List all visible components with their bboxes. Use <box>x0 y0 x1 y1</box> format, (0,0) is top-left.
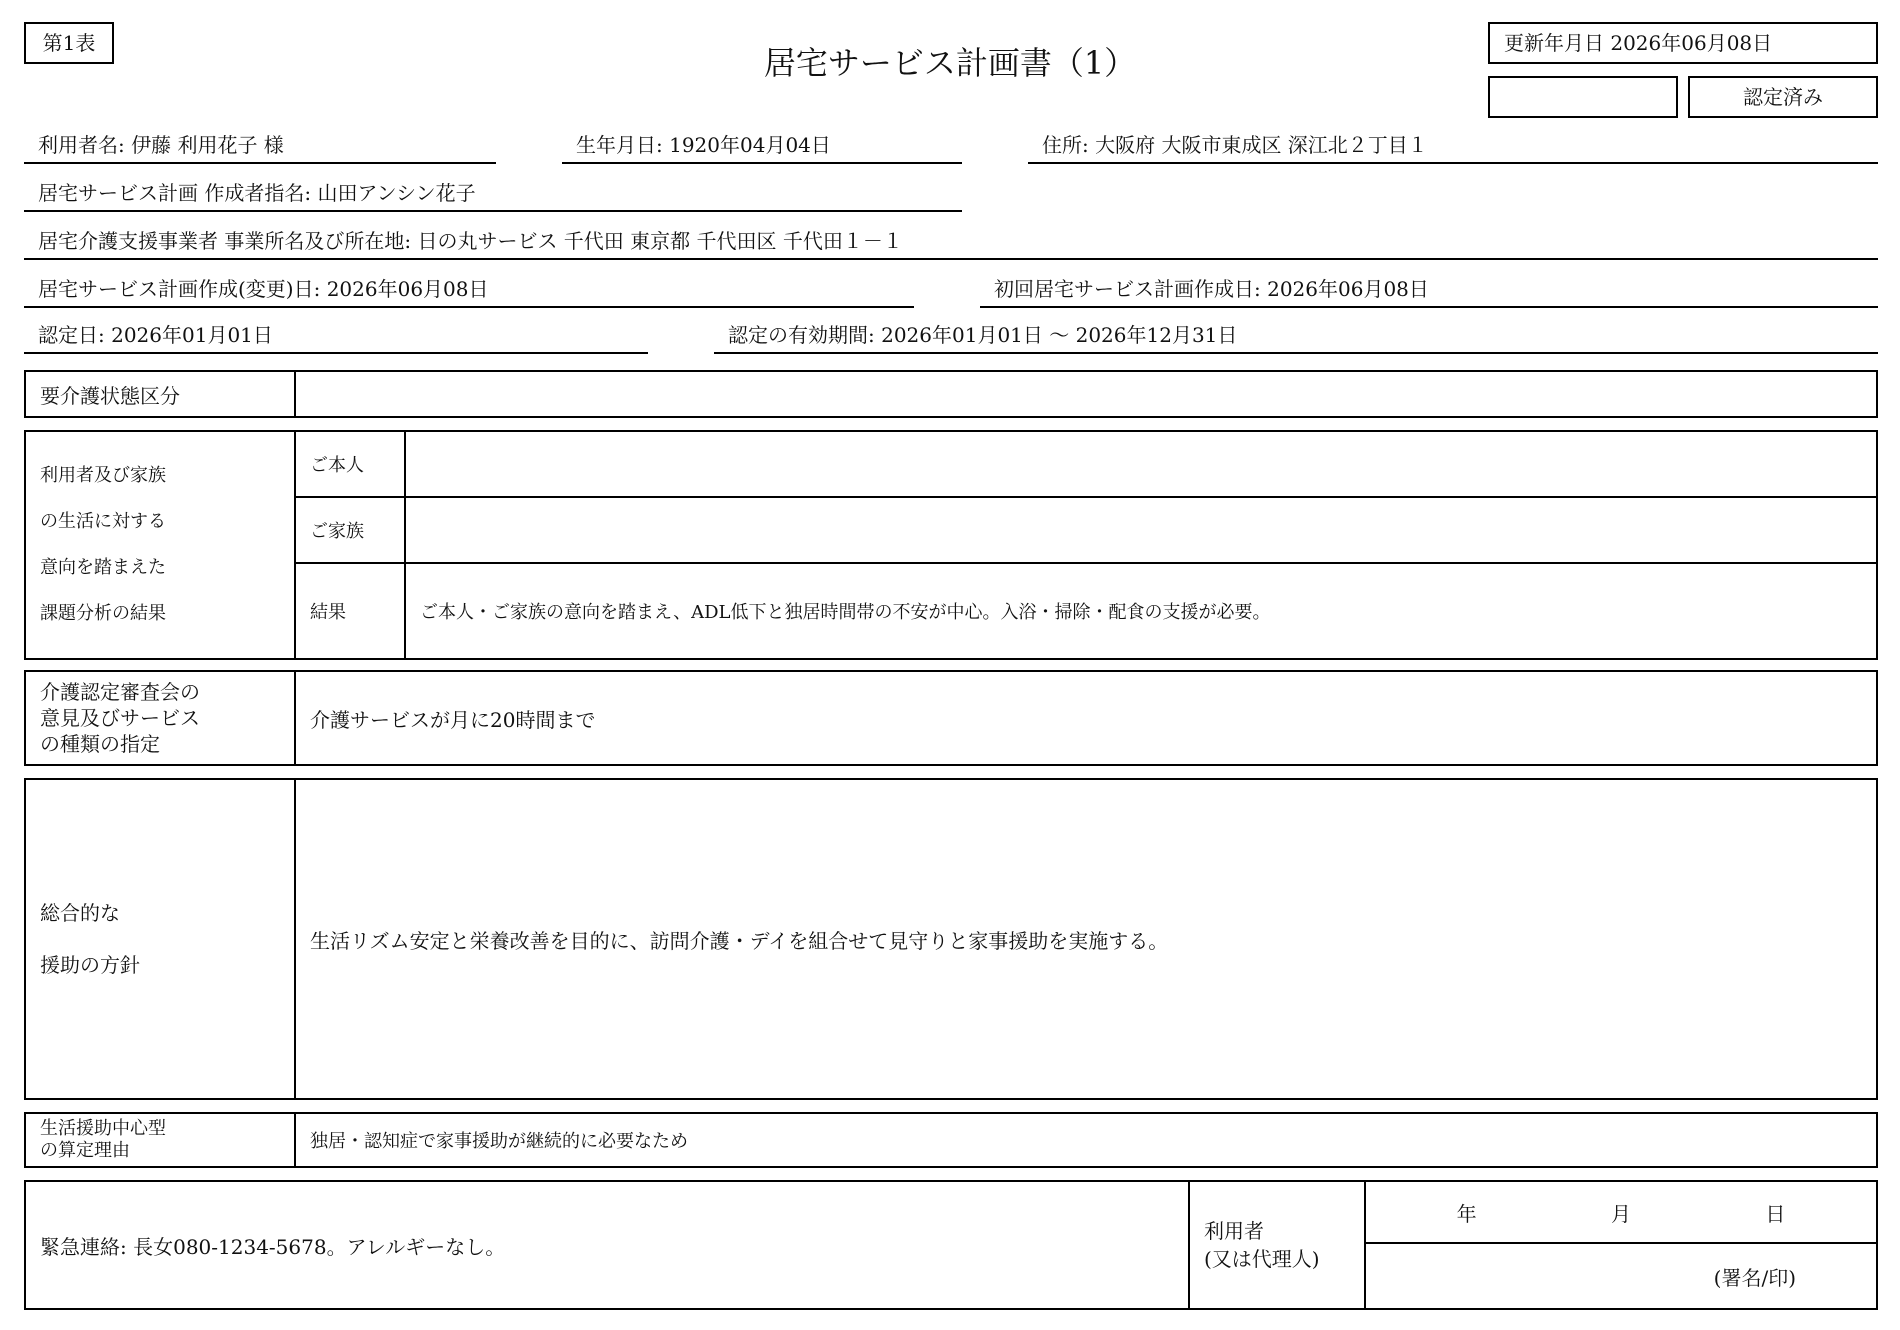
user-name-field: 利用者名: 伊藤 利用花子 様 <box>24 128 496 164</box>
living-support-value: 独居・認知症で家事援助が継続的に必要なため <box>295 1113 1877 1167</box>
certification-date-field: 認定日: 2026年01月01日 <box>24 318 648 354</box>
review-table <box>24 670 1878 766</box>
form-number: 第1表 <box>24 22 114 64</box>
care-level-table <box>24 370 1878 418</box>
living-support-label <box>25 1113 295 1167</box>
plan-date-field: 居宅サービス計画作成(変更)日: 2026年06月08日 <box>24 272 914 308</box>
blank-status-box <box>1488 76 1678 118</box>
policy-table <box>24 778 1878 1100</box>
document-title: 居宅サービス計画書（1） <box>763 44 1137 82</box>
care-level-label: 要介護状態区分 <box>25 371 295 417</box>
intentions-label-line: の生活に対する <box>40 511 166 532</box>
living-support-label-line: 生活援助中心型 <box>40 1118 166 1139</box>
intentions-label <box>25 431 295 659</box>
care-level-value <box>295 371 1877 417</box>
intentions-table <box>24 430 1878 660</box>
certification-status: 認定済み <box>1688 76 1878 118</box>
seal-label: (署名/印) <box>1713 1265 1796 1290</box>
self-label: ご本人 <box>295 431 405 497</box>
family-value <box>405 497 1877 563</box>
living-support-label-line: の算定理由 <box>40 1140 130 1161</box>
policy-label-line: 総合的な <box>40 901 120 925</box>
emergency-contact: 緊急連絡: 長女080-1234-5678。アレルギーなし。 <box>25 1181 1189 1309</box>
date-field[interactable] <box>1365 1181 1877 1243</box>
year-label: 年 <box>1456 1201 1477 1226</box>
intentions-label-line: 利用者及び家族 <box>40 465 166 486</box>
policy-label-line: 援助の方針 <box>40 953 140 977</box>
intentions-label-line: 課題分析の結果 <box>40 603 166 624</box>
office-field: 居宅介護支援事業者 事業所名及び所在地: 日の丸サービス 千代田 東京都 千代田区 千代田１－１ <box>24 224 1878 260</box>
review-label-line: の種類の指定 <box>40 732 160 756</box>
day-label: 日 <box>1765 1201 1786 1226</box>
address-field: 住所: 大阪府 大阪市東成区 深江北２丁目１ <box>1028 128 1878 164</box>
valid-period-field: 認定の有効期間: 2026年01月01日 ～ 2026年12月31日 <box>714 318 1878 354</box>
first-plan-date-field: 初回居宅サービス計画作成日: 2026年06月08日 <box>980 272 1878 308</box>
intentions-label-line: 意向を踏まえた <box>40 557 166 578</box>
review-label-line: 意見及びサービス <box>40 706 200 730</box>
signature-table <box>24 1180 1878 1310</box>
result-label: 結果 <box>295 563 405 659</box>
review-value: 介護サービスが月に20時間まで <box>295 671 1877 765</box>
signer-label-line: 利用者 <box>1204 1219 1264 1243</box>
month-label: 月 <box>1611 1201 1631 1226</box>
creator-field: 居宅サービス計画 作成者指名: 山田アンシン花子 <box>24 176 962 212</box>
signer-label <box>1189 1181 1365 1309</box>
review-label <box>25 671 295 765</box>
signature-field[interactable] <box>1365 1243 1877 1309</box>
result-value: ご本人・ご家族の意向を踏まえ、ADL低下と独居時間帯の不安が中心。入浴・掃除・配食の支援が必要。 <box>405 563 1877 659</box>
policy-value: 生活リズム安定と栄養改善を目的に、訪問介護・デイを組合せて見守りと家事援助を実施する。 <box>295 779 1877 1099</box>
policy-label <box>25 779 295 1099</box>
family-label: ご家族 <box>295 497 405 563</box>
signer-label-line: (又は代理人) <box>1204 1247 1320 1271</box>
birth-date-field: 生年月日: 1920年04月04日 <box>562 128 962 164</box>
review-label-line: 介護認定審査会の <box>40 680 200 704</box>
self-value <box>405 431 1877 497</box>
living-support-table <box>24 1112 1878 1168</box>
updated-date: 更新年月日 2026年06月08日 <box>1488 22 1878 64</box>
